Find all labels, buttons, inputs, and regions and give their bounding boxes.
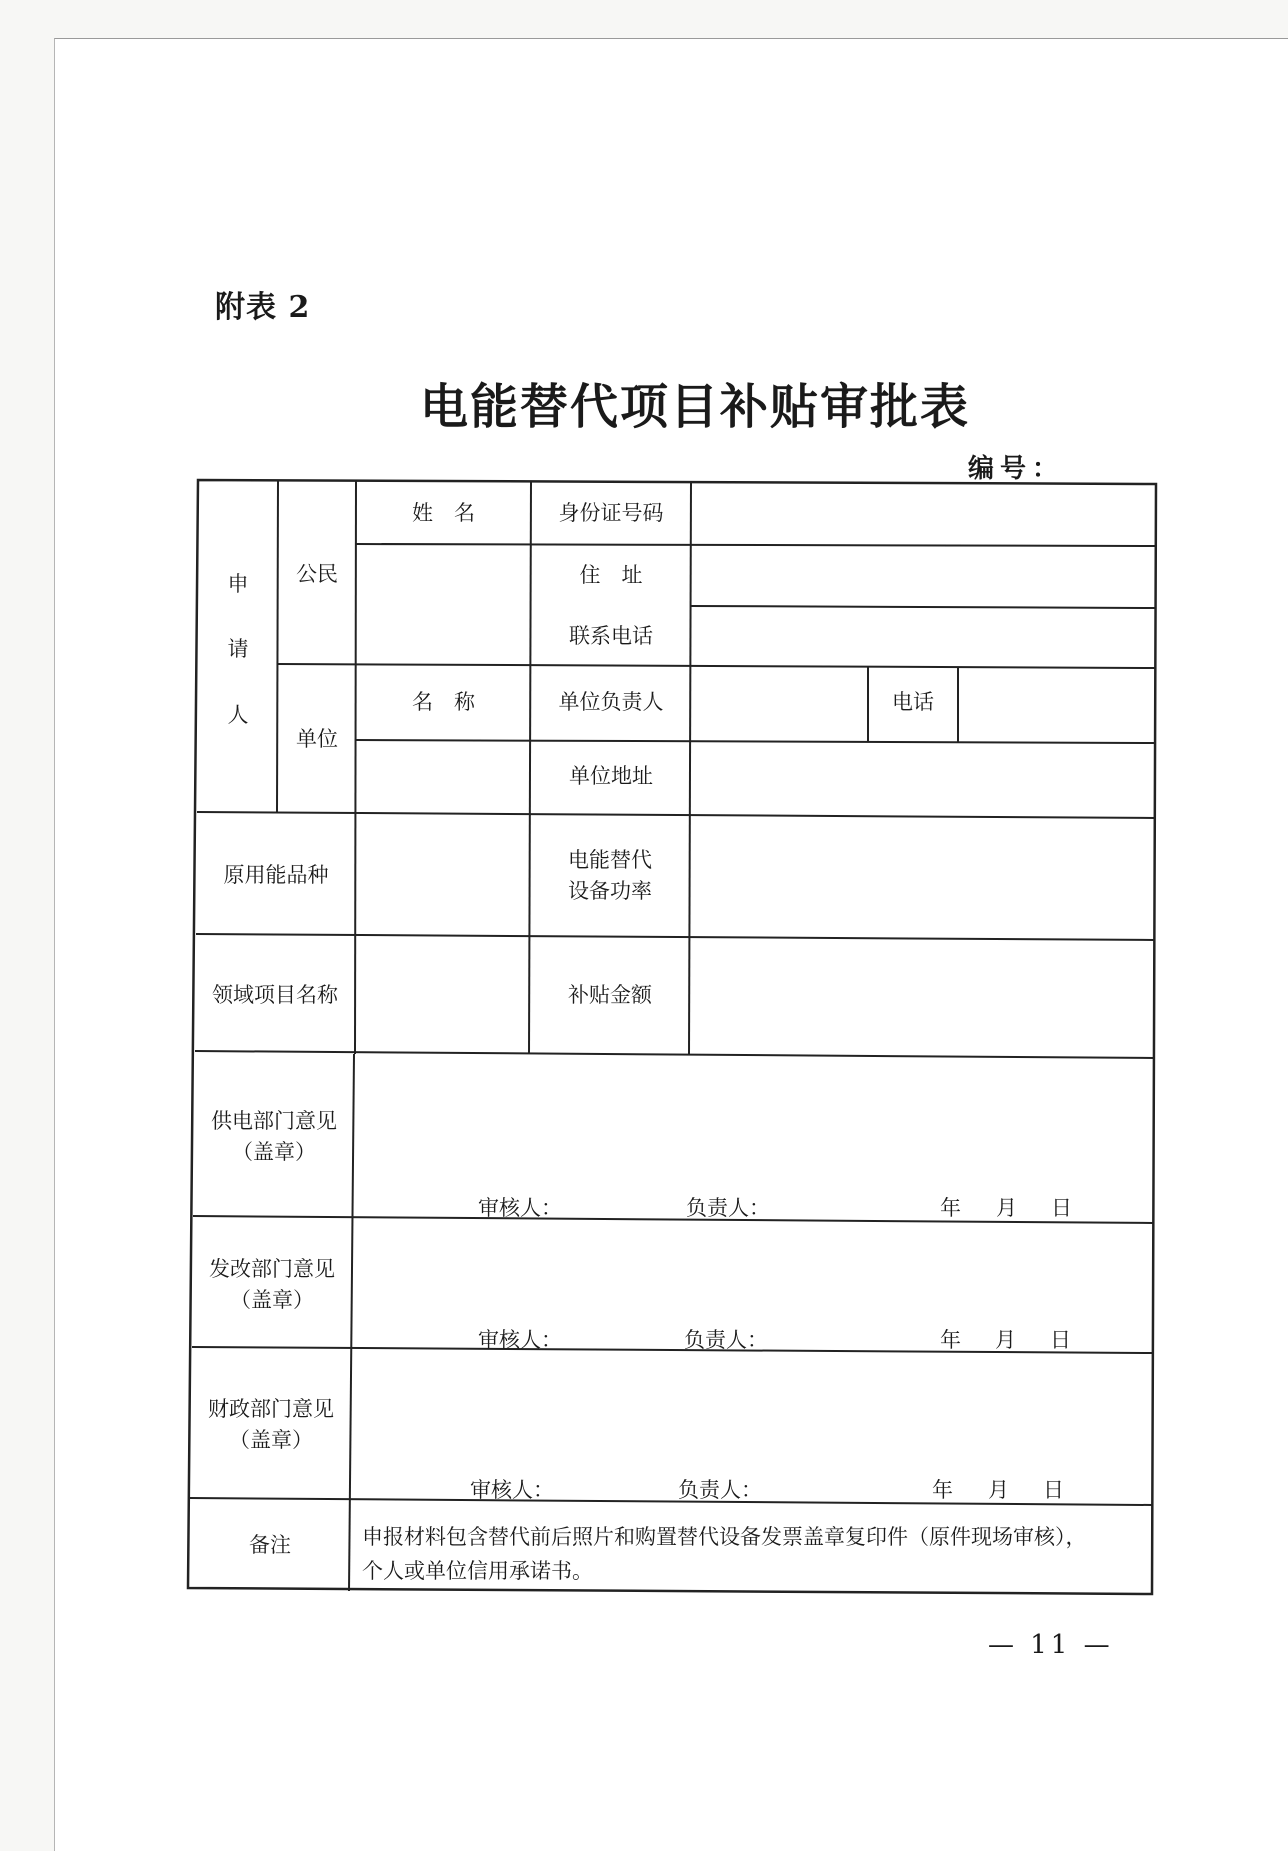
power-supply-year: 年: [940, 1196, 961, 1220]
finance-year: 年: [932, 1478, 953, 1502]
power-supply-responsible: 负责人：: [686, 1196, 770, 1220]
equipment-power-field[interactable]: [690, 815, 1154, 937]
serial-number-label: 编号：: [968, 454, 1065, 484]
ndrc-month: 月: [995, 1328, 1016, 1352]
unit-name-field[interactable]: [356, 741, 531, 813]
unit-name-label: 名 称: [412, 690, 475, 715]
unit-address-field[interactable]: [691, 741, 1155, 813]
ndrc-opinion-title: 发改部门意见: [209, 1256, 335, 1281]
unit-head-field[interactable]: [691, 666, 868, 740]
applicant-label: [198, 560, 278, 740]
ndrc-seal-note: （盖章）: [230, 1288, 314, 1312]
finance-reviewer: 审核人：: [470, 1478, 554, 1502]
subsidy-amount-field[interactable]: [690, 938, 1154, 1054]
citizen-name-label: 姓 名: [412, 501, 475, 526]
citizen-id-field[interactable]: [691, 484, 1155, 544]
equipment-power-label-line1: 电能替代: [568, 847, 652, 872]
remarks-text: [362, 1520, 1142, 1588]
original-energy-label: 原用能品种: [223, 863, 329, 888]
ndrc-responsible: 负责人：: [684, 1328, 768, 1352]
remarks-label: 备注: [249, 1533, 291, 1558]
remarks-line-1: 申报材料包含替代前后照片和购置替代设备发票盖章复印件（原件现场审核），: [362, 1525, 1087, 1549]
finance-responsible: 负责人：: [678, 1478, 762, 1502]
power-supply-reviewer: 审核人：: [478, 1196, 562, 1220]
citizen-address-field[interactable]: [691, 546, 1155, 606]
ndrc-opinion-label: [193, 1220, 351, 1350]
citizen-phone-label: 联系电话: [569, 624, 653, 649]
unit-phone-field[interactable]: [958, 666, 1155, 740]
finance-opinion-label: [192, 1350, 350, 1500]
applicant-char-3: 人: [227, 702, 249, 727]
citizen-name-field[interactable]: [356, 546, 531, 664]
annex-label: 附表 2: [215, 290, 311, 325]
citizen-address-label: 住 址: [579, 563, 643, 588]
unit-address-label: 单位地址: [569, 764, 653, 789]
citizen-id-label: 身份证号码: [558, 501, 664, 526]
unit-label: 单位: [296, 727, 338, 752]
citizen-label: 公民: [296, 562, 338, 587]
power-supply-seal-note: （盖章）: [232, 1140, 316, 1164]
unit-phone-label: 电话: [892, 690, 934, 715]
form-title: 电能替代项目补贴审批表: [420, 379, 971, 435]
ndrc-year: 年: [940, 1328, 961, 1352]
applicant-char-1: 申: [227, 571, 249, 596]
original-energy-field[interactable]: [355, 815, 530, 937]
field-project-name-label: 领域项目名称: [212, 983, 338, 1008]
ndrc-reviewer: 审核人：: [478, 1328, 562, 1352]
unit-head-label: 单位负责人: [558, 690, 664, 715]
power-supply-opinion-title: 供电部门意见: [211, 1108, 337, 1133]
equipment-power-label-line2: 设备功率: [568, 879, 652, 903]
field-project-name-field[interactable]: [354, 938, 530, 1054]
subsidy-amount-label: 补贴金额: [568, 983, 652, 1008]
finance-opinion-title: 财政部门意见: [208, 1396, 334, 1421]
finance-month: 月: [988, 1478, 1009, 1502]
equipment-power-label: [530, 815, 690, 937]
power-supply-month: 月: [996, 1196, 1017, 1220]
applicant-char-2: 请: [227, 637, 249, 662]
page-number: — 11 —: [988, 1630, 1114, 1660]
citizen-phone-field[interactable]: [691, 607, 1155, 667]
ndrc-day: 日: [1050, 1328, 1071, 1352]
finance-seal-note: （盖章）: [229, 1428, 313, 1452]
power-supply-opinion-label: [195, 1055, 353, 1219]
remarks-line-2: 个人或单位信用承诺书。: [362, 1559, 593, 1583]
power-supply-day: 日: [1051, 1196, 1072, 1220]
finance-day: 日: [1043, 1478, 1064, 1502]
